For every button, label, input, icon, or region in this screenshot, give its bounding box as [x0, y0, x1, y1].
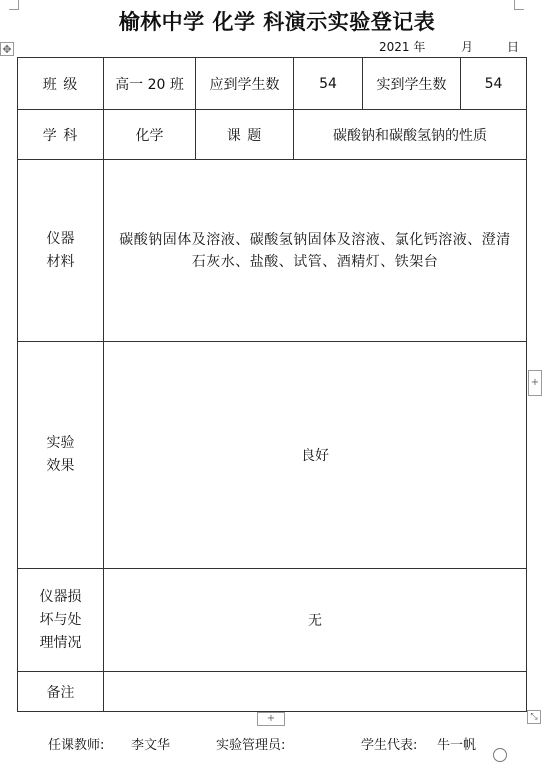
damage-label-line-2: 坏与处 [39, 611, 82, 628]
add-row-plus-icon[interactable]: + [257, 712, 285, 726]
date-day: 日 [507, 40, 520, 54]
date-year: 2021 年 [379, 40, 426, 54]
document-title: 榆林中学 化学 科演示实验登记表 [118, 10, 436, 34]
damage-label-line-1: 仪器损 [39, 588, 82, 605]
registration-table [17, 57, 527, 712]
damage-label [18, 569, 104, 672]
table-row-materials [18, 160, 527, 342]
teacher-name: 李文华 [131, 738, 171, 753]
damage-label-line-3: 理情况 [39, 634, 82, 651]
date-month: 月 [461, 40, 474, 54]
table-resize-icon[interactable]: ⤡ [527, 710, 541, 724]
materials-label-line-2: 材料 [46, 253, 75, 270]
student-rep-name: 牛一帆 [437, 738, 477, 753]
expected-students-value[interactable]: 54 [294, 58, 363, 110]
subject-label: 学 科 [18, 110, 104, 160]
class-label: 班 级 [18, 58, 104, 110]
signature-footer [0, 734, 554, 754]
topic-value[interactable]: 碳酸钠和碳酸氢钠的性质 [294, 110, 527, 160]
topic-label: 课 题 [196, 110, 294, 160]
effect-value[interactable]: 良好 [104, 342, 527, 569]
add-column-plus-icon[interactable]: + [528, 370, 542, 396]
materials-label-line-1: 仪器 [46, 230, 75, 247]
teacher-label: 任课教师: [48, 738, 105, 753]
damage-value[interactable]: 无 [104, 569, 527, 672]
materials-value[interactable]: 碳酸钠固体及溶液、碳酸氢钠固体及溶液、氯化钙溶液、澄清石灰水、盐酸、试管、酒精灯、铁架台 [104, 160, 527, 342]
table-row-class-info [18, 58, 527, 110]
student-rep-label: 学生代表: [361, 738, 418, 753]
lab-manager-label: 实验管理员: [216, 738, 286, 753]
notes-label: 备注 [18, 672, 104, 712]
table-move-handle-icon[interactable]: ✥ [0, 42, 14, 56]
effect-label-line-1: 实验 [46, 435, 75, 451]
table-row-notes [18, 672, 527, 712]
table-row-damage [18, 569, 527, 672]
effect-label [18, 342, 104, 569]
class-value[interactable]: 高一 20 班 [104, 58, 196, 110]
expected-students-label: 应到学生数 [196, 58, 294, 110]
table-row-effect [18, 342, 527, 569]
table-row-subject [18, 110, 527, 160]
materials-label [18, 160, 104, 342]
actual-students-value[interactable]: 54 [461, 58, 527, 110]
notes-value[interactable] [104, 672, 527, 712]
circle-mark-icon [493, 748, 507, 762]
effect-label-line-2: 效果 [46, 458, 75, 474]
actual-students-label: 实到学生数 [363, 58, 461, 110]
subject-value[interactable]: 化学 [104, 110, 196, 160]
